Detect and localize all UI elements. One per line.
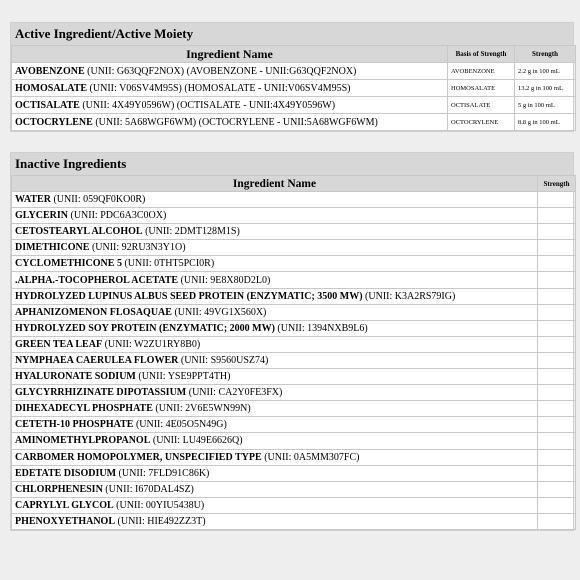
ingredient-name-cell: [12, 240, 538, 256]
strength-cell: [538, 449, 576, 465]
ingredient-name: DIMETHICONE: [15, 242, 90, 254]
table-row: [12, 497, 576, 513]
ingredient-unii: (UNII: 0A5MM307FC): [261, 451, 360, 463]
strength-cell: [538, 465, 576, 481]
active-header-row: [12, 46, 576, 63]
ingredient-unii: (UNII: CA2Y0FE3FX): [186, 387, 283, 399]
ingredient-unii: (UNII: 5A68WGF6WM) (OCTOCRYLENE - UNII:5A68WGF6WM): [92, 116, 378, 128]
table-row: [12, 449, 576, 465]
strength-cell: 2.2 g in 100 mL: [515, 63, 576, 80]
ingredient-name: WATER: [15, 194, 51, 206]
table-row: [12, 385, 576, 401]
ingredient-name-cell: [12, 336, 538, 352]
table-row: [12, 288, 576, 304]
ingredient-name: CARBOMER HOMOPOLYMER, UNSPECIFIED TYPE: [15, 451, 262, 463]
ingredient-unii: (UNII: 49VG1X560X): [171, 306, 267, 318]
strength-cell: [538, 369, 576, 385]
strength-cell: [538, 385, 576, 401]
basis-of-strength-cell: OCTISALATE: [448, 97, 515, 114]
table-row: [12, 97, 576, 114]
table-row: [12, 63, 576, 80]
table-row: [12, 320, 576, 336]
ingredient-unii: (UNII: G63QQF2NOX) (AVOBENZONE - UNII:G63QQF2NOX): [84, 65, 357, 77]
table-row: [12, 352, 576, 368]
active-ingredients-table: [11, 45, 576, 131]
ingredient-name-cell: [12, 513, 538, 529]
active-ingredients-section: [10, 22, 574, 132]
ingredient-name: HYALURONATE SODIUM: [15, 371, 136, 383]
ingredient-unii: (UNII: HIE492ZZ3T): [115, 515, 206, 527]
table-row: [12, 256, 576, 272]
table-row: [12, 114, 576, 131]
ingredient-unii: (UNII: 0THT5PCI0R): [121, 258, 215, 270]
ingredient-name: APHANIZOMENON FLOSAQUAE: [15, 306, 172, 318]
ingredient-unii: (UNII: 2V6E5WN99N): [152, 403, 251, 415]
inactive-header-row: [12, 176, 576, 192]
ingredient-unii: (UNII: 4E05O5N49G): [133, 419, 227, 431]
ingredient-name: DIHEXADECYL PHOSPHATE: [15, 403, 153, 415]
ingredient-unii: (UNII: 7FLD91C86K): [116, 467, 210, 479]
table-row: [12, 272, 576, 288]
strength-cell: [538, 417, 576, 433]
table-row: [12, 481, 576, 497]
table-row: [12, 417, 576, 433]
strength-cell: [538, 336, 576, 352]
table-row: [12, 80, 576, 97]
ingredient-name: GLYCYRRHIZINATE DIPOTASSIUM: [15, 387, 187, 399]
ingredient-name: HYDROLYZED SOY PROTEIN (ENZYMATIC; 2000 MW): [15, 322, 275, 334]
ingredient-name-cell: [12, 288, 538, 304]
ingredients-page: [10, 22, 574, 531]
ingredient-unii: (UNII: W2ZU1RY8B0): [102, 338, 201, 350]
ingredient-name-cell: [12, 320, 538, 336]
table-row: [12, 192, 576, 208]
ingredient-name: HOMOSALATE: [15, 82, 88, 94]
ingredient-name: AMINOMETHYLPROPANOL: [15, 435, 151, 447]
ingredient-name-cell: [12, 417, 538, 433]
strength-cell: [538, 272, 576, 288]
strength-cell: [538, 320, 576, 336]
ingredient-name: GLYCERIN: [15, 210, 68, 222]
ingredient-name: CETOSTEARYL ALCOHOL: [15, 226, 143, 238]
inactive-ingredients-section: [10, 152, 574, 531]
strength-cell: [538, 192, 576, 208]
strength-cell: [538, 481, 576, 497]
ingredient-name-cell: [12, 256, 538, 272]
strength-cell: [538, 401, 576, 417]
ingredient-name: PHENOXYETHANOL: [15, 515, 116, 527]
strength-cell: [538, 256, 576, 272]
ingredient-name: GREEN TEA LEAF: [15, 338, 103, 350]
ingredient-name-cell: [12, 481, 538, 497]
strength-cell: [538, 513, 576, 529]
ingredient-name: CETETH-10 PHOSPHATE: [15, 419, 134, 431]
strength-cell: 13.2 g in 100 mL: [515, 80, 576, 97]
ingredient-name-cell: [12, 449, 538, 465]
ingredient-name-cell: [12, 304, 538, 320]
ingredient-unii: (UNII: 4X49Y0596W) (OCTISALATE - UNII:4X49Y0596W): [79, 99, 336, 111]
ingredient-unii: (UNII: YSE9PPT4TH): [135, 371, 231, 383]
header-strength: Strength: [538, 176, 576, 192]
ingredient-unii: (UNII: 92RU3N3Y1O): [89, 242, 186, 254]
ingredient-name-cell: [12, 97, 448, 114]
table-row: [12, 208, 576, 224]
active-section-title: Active Ingredient/Active Moiety: [11, 23, 573, 45]
ingredient-name: CHLORPHENESIN: [15, 483, 103, 495]
table-row: [12, 369, 576, 385]
ingredient-name-cell: [12, 224, 538, 240]
ingredient-name-cell: [12, 192, 538, 208]
table-row: [12, 465, 576, 481]
ingredient-name: CYCLOMETHICONE 5: [15, 258, 122, 270]
ingredient-unii: (UNII: LU49E6626Q): [150, 435, 243, 447]
table-row: [12, 336, 576, 352]
ingredient-name-cell: [12, 352, 538, 368]
ingredient-name: NYMPHAEA CAERULEA FLOWER: [15, 354, 179, 366]
table-row: [12, 240, 576, 256]
strength-cell: 5 g in 100 mL: [515, 97, 576, 114]
inactive-section-title: Inactive Ingredients: [11, 153, 573, 175]
header-ingredient-name: Ingredient Name: [12, 46, 448, 63]
ingredient-unii: (UNII: 2DMT128M1S): [142, 226, 240, 238]
ingredient-name-cell: [12, 433, 538, 449]
strength-cell: [538, 304, 576, 320]
ingredient-unii: (UNII: 059QF0KO0R): [50, 194, 146, 206]
strength-cell: [538, 240, 576, 256]
ingredient-unii: (UNII: PDC6A3C0OX): [67, 210, 167, 222]
ingredient-name: .ALPHA.-TOCOPHEROL ACETATE: [15, 274, 179, 286]
basis-of-strength-cell: OCTOCRYLENE: [448, 114, 515, 131]
ingredient-name: OCTISALATE: [15, 99, 80, 111]
ingredient-unii: (UNII: K3A2RS79IG): [362, 290, 456, 302]
strength-cell: [538, 224, 576, 240]
ingredient-name-cell: [12, 208, 538, 224]
ingredient-unii: (UNII: 00YIU5438U): [113, 499, 205, 511]
ingredient-unii: (UNII: 1394NXB9L6): [274, 322, 368, 334]
header-ingredient-name: Ingredient Name: [12, 176, 538, 192]
table-row: [12, 433, 576, 449]
ingredient-unii: (UNII: S9560USZ74): [178, 354, 269, 366]
strength-cell: [538, 208, 576, 224]
ingredient-unii: (UNII: I670DAL4SZ): [102, 483, 194, 495]
ingredient-name-cell: [12, 465, 538, 481]
ingredient-unii: (UNII: V06SV4M95S) (HOMOSALATE - UNII:V06SV4M95S): [87, 82, 351, 94]
header-basis-of-strength: Basis of Strength: [448, 46, 515, 63]
strength-cell: [538, 497, 576, 513]
inactive-ingredients-table: [11, 175, 576, 530]
strength-cell: [538, 352, 576, 368]
ingredient-name-cell: [12, 385, 538, 401]
strength-cell: [538, 433, 576, 449]
ingredient-name-cell: [12, 497, 538, 513]
ingredient-name-cell: [12, 401, 538, 417]
strength-cell: [538, 288, 576, 304]
basis-of-strength-cell: AVOBENZONE: [448, 63, 515, 80]
ingredient-name-cell: [12, 63, 448, 80]
ingredient-name-cell: [12, 114, 448, 131]
ingredient-name: EDETATE DISODIUM: [15, 467, 117, 479]
ingredient-name-cell: [12, 80, 448, 97]
basis-of-strength-cell: HOMOSALATE: [448, 80, 515, 97]
ingredient-name: OCTOCRYLENE: [15, 116, 93, 128]
table-row: [12, 224, 576, 240]
ingredient-name: AVOBENZONE: [15, 65, 85, 77]
ingredient-name: HYDROLYZED LUPINUS ALBUS SEED PROTEIN (ENZYMATIC; 3500 MW): [15, 290, 363, 302]
strength-cell: 8.8 g in 100 mL: [515, 114, 576, 131]
table-row: [12, 304, 576, 320]
table-row: [12, 513, 576, 529]
ingredient-unii: (UNII: 9E8X80D2L0): [178, 274, 271, 286]
ingredient-name-cell: [12, 369, 538, 385]
header-strength: Strength: [515, 46, 576, 63]
ingredient-name: CAPRYLYL GLYCOL: [15, 499, 114, 511]
ingredient-name-cell: [12, 272, 538, 288]
table-row: [12, 401, 576, 417]
